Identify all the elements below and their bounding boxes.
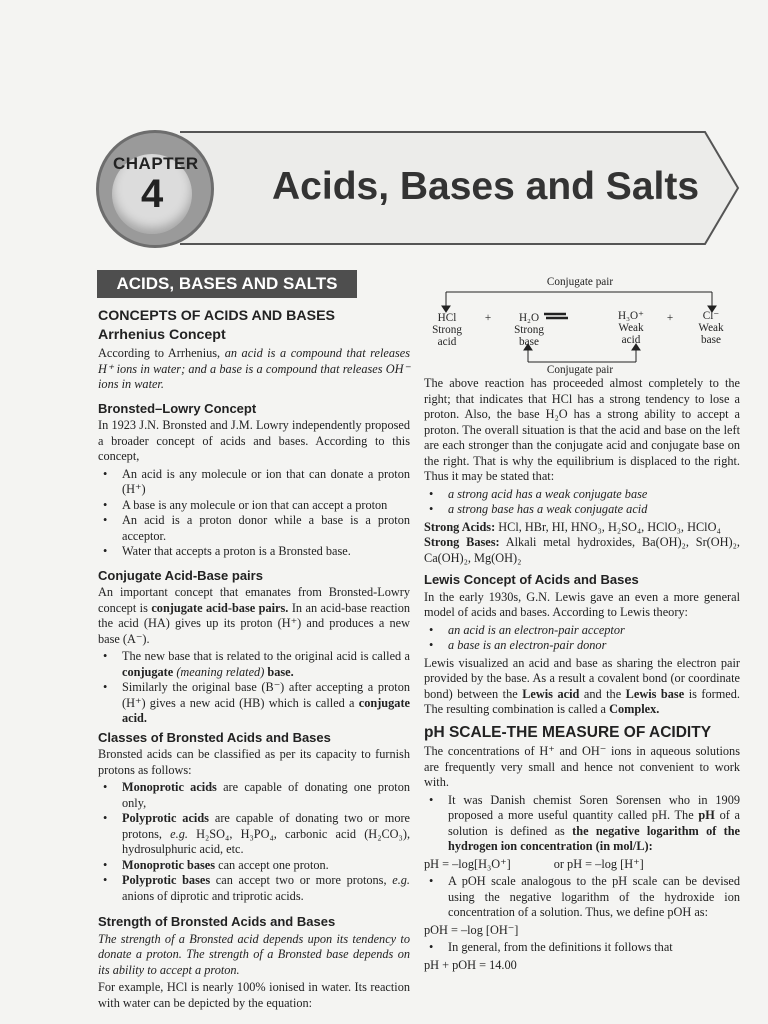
ph-intro: The concentrations of H⁺ and OH⁻ ions in aqueous solutions are frequently very small and hence not convenient to work with.	[424, 744, 740, 789]
plus-sign: +	[484, 312, 492, 324]
top-conjugate-label: Conjugate pair	[546, 276, 614, 288]
chapter-number: 4	[141, 172, 164, 216]
list-item: • Monoprotic acids are capable of donating one proton only,	[98, 780, 410, 811]
chapter-label: CHAPTER	[113, 154, 199, 173]
list-item: • Polyprotic bases can accept two or more protons, e.g. anions of diprotic and triprotic acids.	[98, 873, 410, 904]
arrhenius-paragraph: According to Arrhenius, an acid is a compound that releases H⁺ ions in water; and a base is a compound that releases OH⁻ ions in water.	[98, 346, 411, 391]
bronsted-intro: In 1923 J.N. Bronsted and J.M. Lowry independently proposed a broader concept of acids and bases. According to this concept,	[98, 418, 410, 463]
heading-bronsted: Bronsted–Lowry Concept	[98, 400, 257, 416]
heading-ph-scale: pH SCALE-THE MEASURE OF ACIDITY	[424, 723, 712, 741]
list-item: • The new base that is related to the original acid is called a conjugate (meaning related) base.	[98, 649, 410, 680]
conjugate-paragraph: An important concept that emanates from Bronsted-Lowry concept is conjugate acid-base pairs. In an acid-base reaction the acid (HA) gives up its proton (H⁺) and produces a new base (A⁻).	[98, 585, 411, 646]
list-item: • Similarly the original base (B⁻) after accepting a proton (H⁺) gives a new acid (HB) which is called a conjugate acid.	[98, 680, 410, 727]
strong-acids: Strong Acids: HCl, HBr, HI, HNO₃, H₂SO₄, HClO₃, HClO₄	[424, 519, 721, 534]
heading-conjugate: Conjugate Acid-Base pairs	[98, 567, 263, 583]
list-item: • A pOH scale analogous to the pH scale can be devised using the negative logarithm of the hydroxide ion concentration of a solution. Thus, we define pOH as:	[424, 874, 740, 921]
list-item: • An acid is any molecule or ion that can donate a proton (H⁺)	[98, 467, 410, 498]
sum-equation: pH + pOH = 14.00	[424, 957, 517, 972]
heading-classes: Classes of Bronsted Acids and Bases	[98, 729, 331, 745]
ph-list	[424, 793, 740, 855]
heading-concepts: CONCEPTS OF ACIDS AND BASES	[98, 308, 336, 324]
left-column	[98, 305, 410, 1013]
list-item: • Monoprotic bases can accept one proton.	[98, 858, 410, 874]
conjugate-list	[98, 649, 410, 727]
list-item: • A base is any molecule or ion that can accept a proton	[98, 498, 410, 514]
heading-lewis: Lewis Concept of Acids and Bases	[424, 572, 639, 587]
poh-equation: pOH = –log [OH⁻]	[424, 922, 519, 937]
lewis-intro: In the early 1930s, G.N. Lewis gave an even a more general model of acids and bases. According to Lewis theory:	[424, 589, 740, 619]
lewis-paragraph: Lewis visualized an acid and base as sharing the electron pair provided by the base. As a result a covalent bond (or coordinate bond) between the Lewis acid and the Lewis base is formed. The resulting combination is called a Complex.	[424, 655, 740, 716]
heading-arrhenius: Arrhenius Concept	[98, 326, 226, 343]
list-item: • an acid is an electron-pair acceptor	[424, 623, 740, 639]
species-h3o: H₃O⁺ Weak acid	[618, 310, 644, 346]
species-hcl: HCl Strong acid	[432, 312, 462, 348]
heading-strength: Strength of Bronsted Acids and Bases	[98, 914, 336, 929]
strength-paragraph: For example, HCl is nearly 100% ionised in water. Its reaction with water can be depicted by the equation:	[98, 980, 410, 1010]
reaction-paragraph: The above reaction has proceeded almost completely to the right; that indicates that HCl has a strong tendency to lose a proton. Also, the base H₂O has a strong ability to accept a proton. The overall situation is that the acid and base on the left are each stronger than the conjugate acid and conjugate base on the right. That is why the equilibrium is displaced to the right. Thus it may be stated that:	[424, 376, 740, 483]
list-item: • a strong base has a weak conjugate acid	[424, 502, 740, 518]
list-item: • An acid is a proton donor while a base is a proton acceptor.	[98, 513, 410, 544]
ph-equation: pH = –log[H₃O⁺] or pH = –log [H⁺]	[424, 856, 644, 871]
list-item: • a base is an electron-pair donor	[424, 638, 740, 654]
chapter-badge	[96, 130, 214, 248]
strong-bases: Strong Bases: Alkali metal hydroxides, Ba(OH)₂, Sr(OH)₂, Ca(OH)₂, Mg(OH)₂	[424, 535, 740, 565]
bottom-conjugate-label: Conjugate pair	[546, 364, 614, 376]
list-item: • Water that accepts a proton is a Bronsted base.	[98, 544, 410, 560]
list-item: • It was Danish chemist Soren Sorensen who in 1909 proposed a more useful quantity called pH. The pH of a solution is defined as the negative logarithm of the hydrogen ion concentration (in mol/L):	[424, 793, 740, 855]
strength-italic: The strength of a Bronsted acid depends upon its tendency to donate a proton. The strength of a Bronsted base depends on its ability to accept a proton.	[98, 931, 410, 977]
conjugate-pair-diagram	[420, 272, 750, 376]
list-item: • Polyprotic acids are capable of donating two or more protons, e.g. H₂SO₄, H₃PO₄, carbonic acid (H₂CO₃), hydrosulphuric acid, etc.	[98, 811, 410, 858]
classes-list	[98, 780, 410, 904]
right-column	[424, 376, 740, 975]
species-cl: Cl⁻ Weak base	[698, 310, 724, 346]
section-banner: ACIDS, BASES AND SALTS	[97, 270, 357, 298]
plus-sign: +	[666, 312, 674, 324]
list-item: • a strong acid has a weak conjugate base	[424, 487, 740, 503]
chapter-title: Acids, Bases and Salts	[272, 165, 700, 208]
bronsted-list	[98, 467, 410, 560]
species-h2o: H₂O Strong base	[514, 312, 544, 348]
classes-intro: Bronsted acids can be classified as per its capacity to furnish protons as follows:	[98, 747, 410, 777]
lewis-list	[424, 623, 740, 654]
sum-list	[424, 940, 740, 956]
poh-list	[424, 874, 740, 921]
strength-list	[424, 487, 740, 518]
list-item: • In general, from the definitions it follows that	[424, 940, 740, 956]
